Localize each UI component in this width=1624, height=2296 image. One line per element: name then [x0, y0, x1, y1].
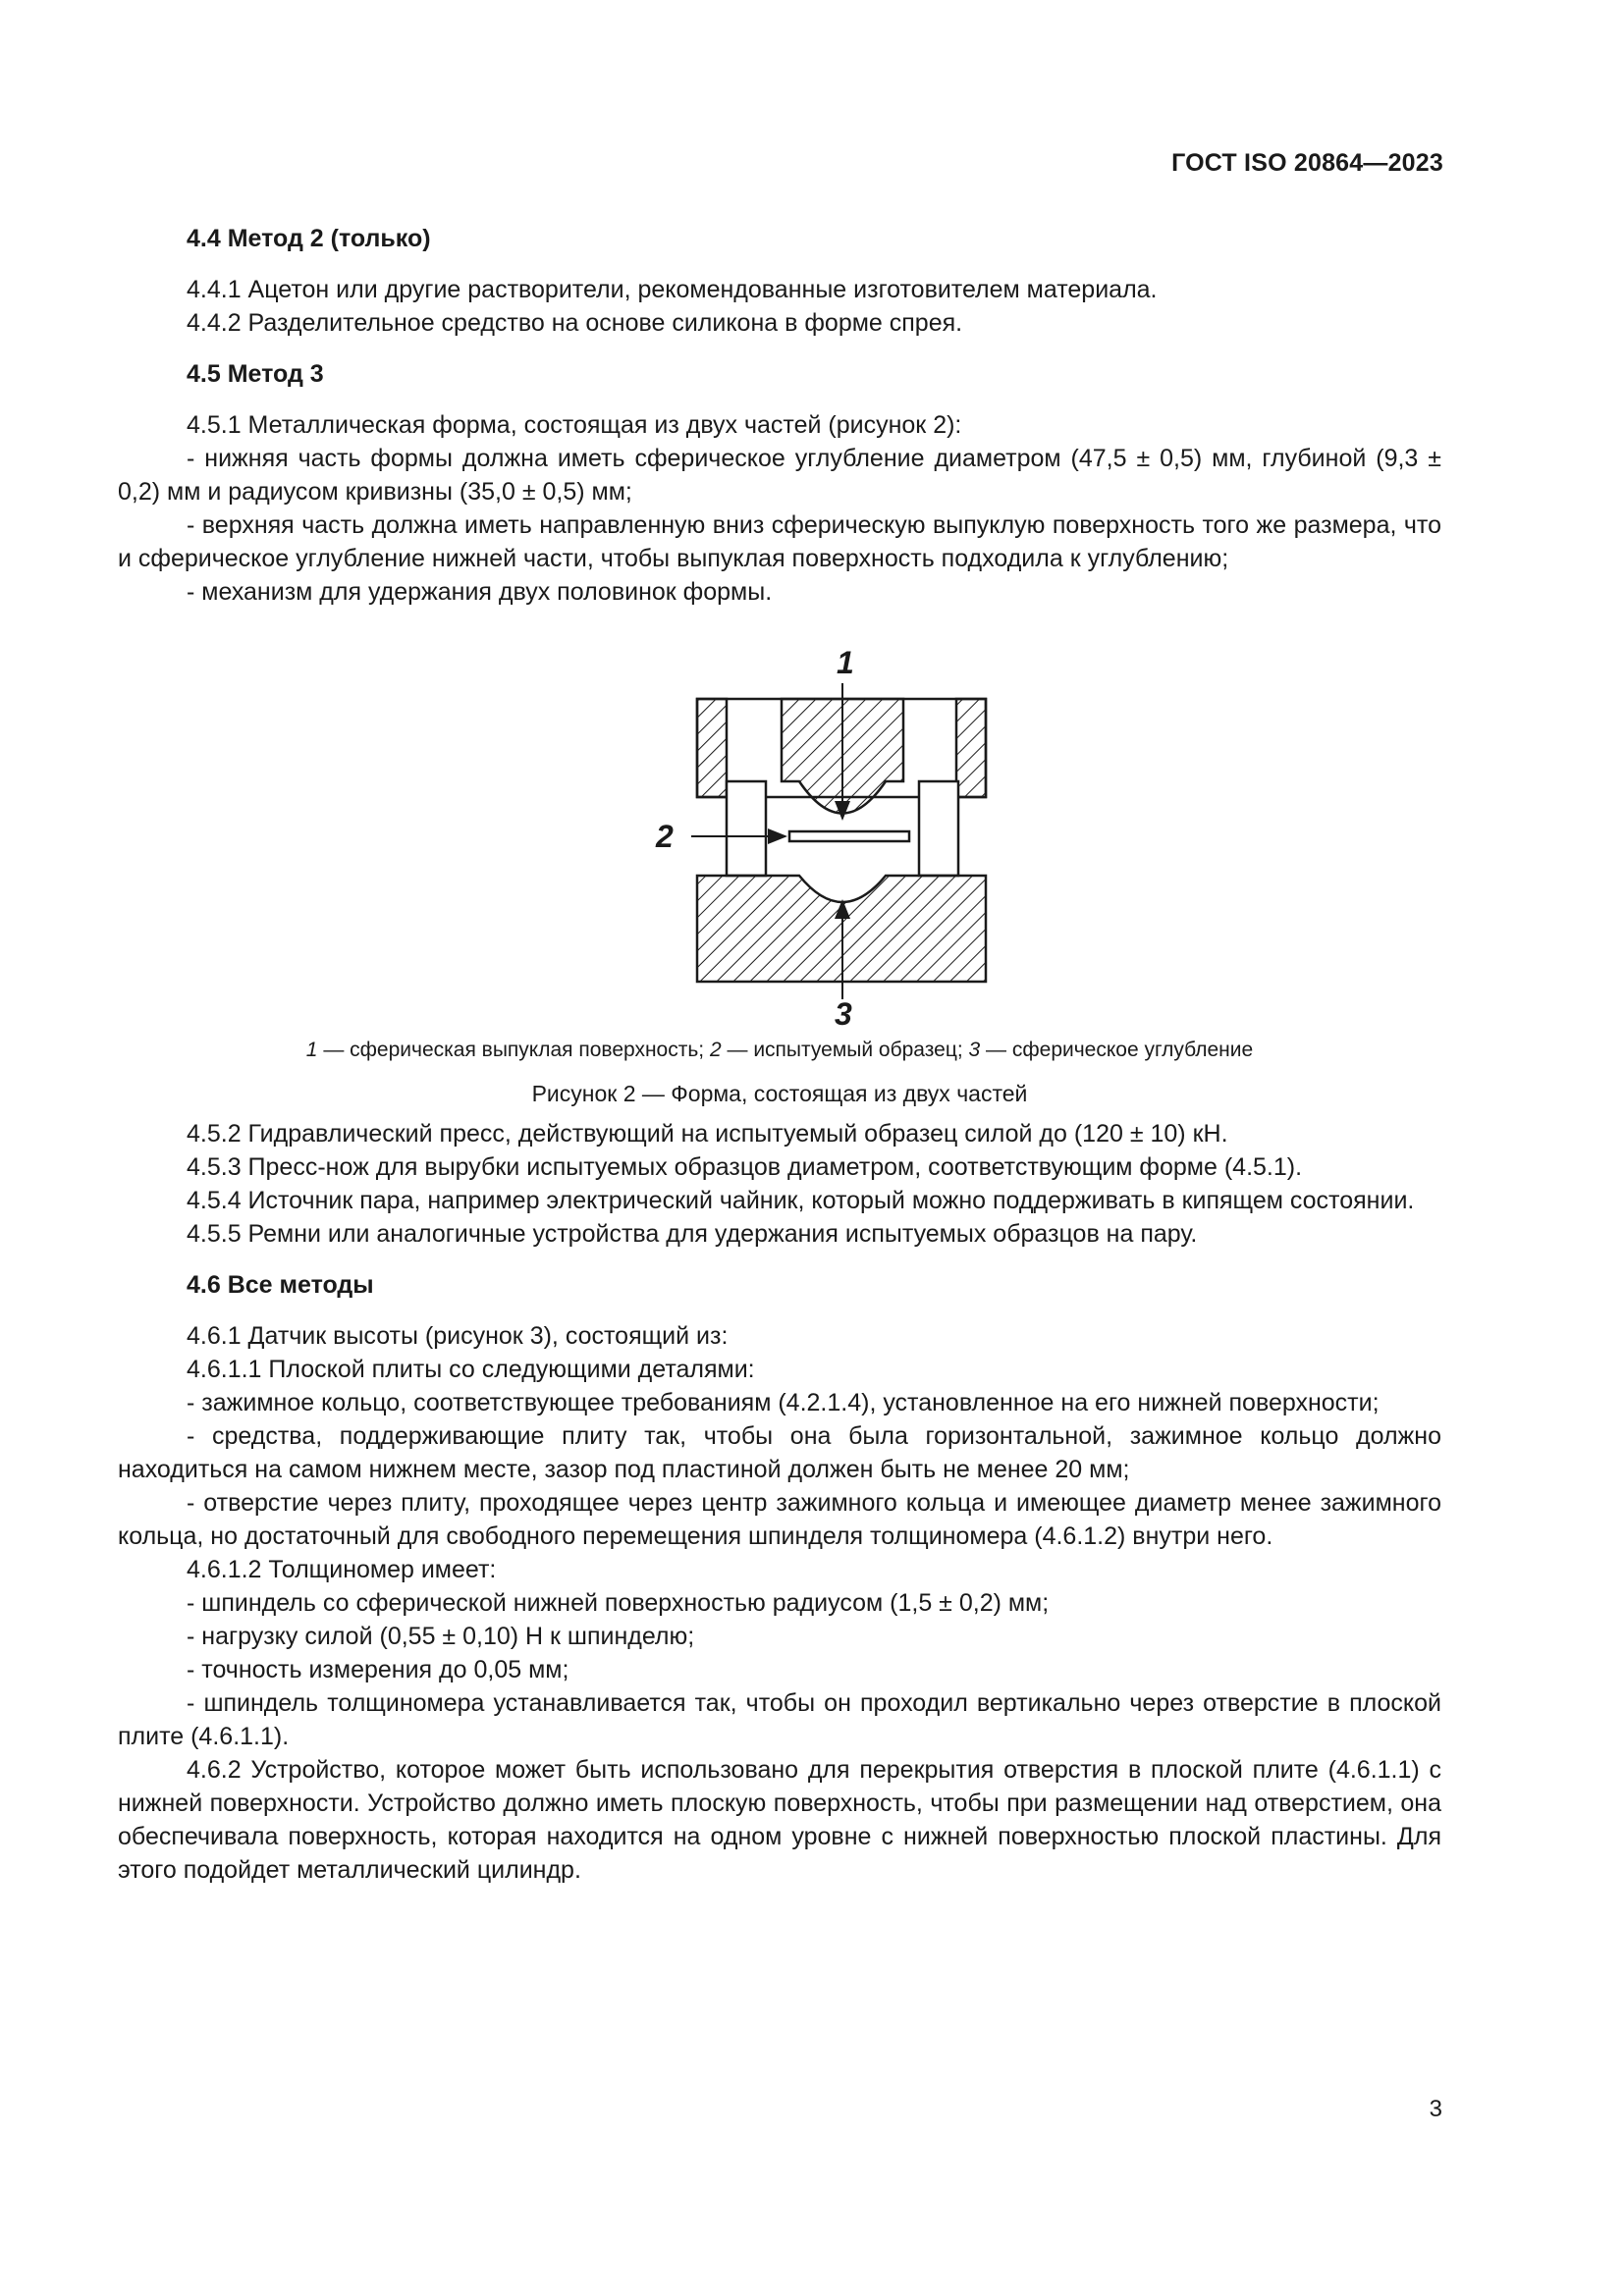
section-heading-4-6: 4.6 Все методы — [187, 1271, 374, 1299]
figure-legend — [118, 1037, 1441, 1064]
document-code: ГОСТ ISO 20864—2023 — [1171, 149, 1443, 177]
list-item: - зажимное кольцо, соответствующее требованиям (4.2.1.4), установленное на его нижней поверхности; — [187, 1389, 1380, 1416]
paragraph-4-6-1-2: 4.6.1.2 Толщиномер имеет: — [187, 1556, 497, 1583]
list-item: - нагрузку силой (0,55 ± 0,10) Н к шпинделю; — [187, 1623, 695, 1650]
legend-number: 1 — [305, 1039, 318, 1061]
page-number: 3 — [1429, 2096, 1442, 2122]
list-item: - нижняя часть формы должна иметь сферическое углубление диаметром (47,5 ± 0,5) мм, глубиной (9,3 ± 0,2) мм и радиусом кривизны (35,0 ± 0,5) мм; — [118, 445, 1441, 506]
callout-3: 3 — [835, 996, 852, 1027]
document-body — [118, 222, 1441, 1887]
callout-2: 2 — [656, 819, 674, 854]
list-item: - шпиндель толщиномера устанавливается так, чтобы он проходил вертикально через отверстие в плоской плите (4.6.1.1). — [118, 1689, 1441, 1750]
legend-text: — сферическая выпуклая поверхность; — [317, 1039, 710, 1061]
paragraph-4-5-1: 4.5.1 Металлическая форма, состоящая из двух частей (рисунок 2): — [187, 411, 962, 439]
figure-caption: Рисунок 2 — Форма, состоящая из двух частей — [531, 1081, 1028, 1106]
callout-1: 1 — [837, 645, 854, 680]
upper-left-block — [697, 699, 727, 797]
paragraph-4-5-5: 4.5.5 Ремни или аналогичные устройства для удержания испытуемых образцов на пару. — [187, 1220, 1198, 1248]
paragraph-4-6-1-1: 4.6.1.1 Плоской плиты со следующими деталями: — [187, 1356, 755, 1383]
legend-text: — сферическое углубление — [980, 1039, 1254, 1061]
list-item: - шпиндель со сферической нижней поверхностью радиусом (1,5 ± 0,2) мм; — [187, 1589, 1050, 1617]
paragraph-4-6-2: 4.6.2 Устройство, которое может быть использовано для перекрытия отверстия в плоской плите (4.6.1.1) с нижней поверхности. Устройство должно иметь плоскую поверхность, чтобы при размещении над отверстием, она обеспечивала поверхность, которая находится на одном уровне с нижней поверхностью плоской пластины. Для этого подойдет металлический цилиндр. — [118, 1756, 1441, 1884]
left-post — [727, 781, 766, 876]
paragraph-4-5-2: 4.5.2 Гидравлический пресс, действующий на испытуемый образец силой до (120 ± 10) кН. — [187, 1120, 1228, 1148]
legend-text: — испытуемый образец; — [721, 1039, 969, 1061]
figure-2 — [118, 644, 1441, 1105]
legend-number: 3 — [968, 1039, 981, 1061]
paragraph-4-4-2: 4.4.2 Разделительное средство на основе силикона в форме спрея. — [187, 309, 963, 337]
paragraph-4-6-1: 4.6.1 Датчик высоты (рисунок 3), состоящий из: — [187, 1322, 729, 1350]
test-sample — [789, 831, 909, 841]
list-item: - отверстие через плиту, проходящее через центр зажимного кольца и имеющее диаметр менее зажимного кольца, но достаточный для свободного перемещения шпинделя толщиномера (4.6.1.2) внутри него. — [118, 1489, 1441, 1550]
upper-right-block — [956, 699, 986, 797]
section-heading-4-4: 4.4 Метод 2 (только) — [187, 225, 431, 252]
paragraph-4-5-3: 4.5.3 Пресс-нож для вырубки испытуемых образцов диаметром, соответствующим форме (4.5.1). — [187, 1153, 1303, 1181]
list-item: - средства, поддерживающие плиту так, чтобы она была горизонтальной, зажимное кольцо должно находиться на самом нижнем месте, зазор под пластиной должен быть не менее 20 мм; — [118, 1422, 1441, 1483]
list-item: - механизм для удержания двух половинок формы. — [187, 578, 773, 606]
legend-number: 2 — [709, 1039, 722, 1061]
list-item: - верхняя часть должна иметь направленную вниз сферическую выпуклую поверхность того же размера, что и сферическое углубление нижней части, чтобы выпуклая поверхность подходила к углублению; — [118, 511, 1441, 572]
mold-diagram — [554, 644, 1015, 1027]
paragraph-4-5-4: 4.5.4 Источник пара, например электрический чайник, который можно поддерживать в кипящем состоянии. — [187, 1187, 1415, 1214]
list-item: - точность измерения до 0,05 мм; — [187, 1656, 569, 1683]
right-post — [919, 781, 958, 876]
section-heading-4-5: 4.5 Метод 3 — [187, 360, 324, 388]
paragraph-4-4-1: 4.4.1 Ацетон или другие растворители, рекомендованные изготовителем материала. — [187, 276, 1158, 303]
